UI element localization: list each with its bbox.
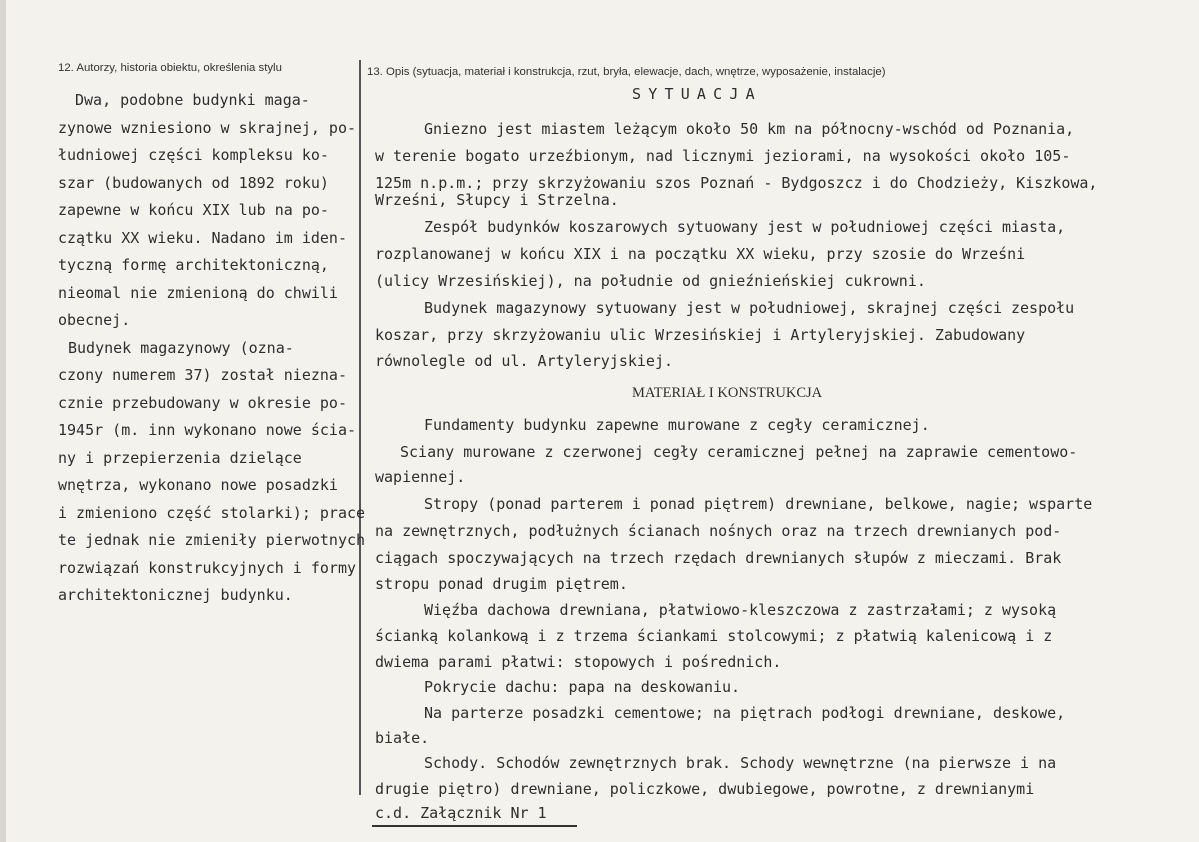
right-text-line: na zewnętrznych, podłużnych ścianach nośnych oraz na trzech drewnianych pod- (375, 522, 1062, 540)
right-text-line: drugie piętro) drewniane, policzkowe, dwubiegowe, powrotne, z drewnianymi (375, 780, 1035, 798)
right-text-line: Wrześni, Słupcy i Strzelna. (375, 191, 619, 209)
right-text-line: białe. (375, 729, 430, 747)
right-text-line: Fundamenty budynku zapewne murowane z cegły ceramicznej. (424, 416, 930, 434)
right-text-line: wapiennej. (375, 468, 466, 486)
right-text-line: ścianką kolankową i z trzema ściankami stolcowymi; z płatwią kalenicową i z (375, 627, 1053, 645)
right-text-line: Schody. Schodów zewnętrznych brak. Schody wewnętrzne (na pierwsze i na (424, 754, 1057, 772)
left-text-line: szar (budowanych od 1892 roku) (58, 174, 329, 192)
right-text-line: Pokrycie dachu: papa na deskowaniu. (424, 678, 741, 696)
left-text-line: Dwa, podobne budynki maga- (75, 91, 310, 109)
left-text-line: 1945r (m. inn wykonano nowe ścia- (58, 421, 357, 439)
right-text-line: Budynek magazynowy sytuowany jest w południowej, skrajnej części zespołu (424, 299, 1075, 317)
right-text-line: koszar, przy skrzyżowaniu ulic Wrzesińskiej i Artyleryjskiej. Zabudowany (375, 326, 1026, 344)
right-text-line: równolegle od ul. Artyleryjskiej. (375, 352, 674, 370)
right-text-line: 125m n.p.m.; przy skrzyżowaniu szos Poznań - Bydgoszcz i do Chodzieży, Kiszkowa, (375, 174, 1098, 192)
continuation-note: c.d. Załącznik Nr 1 (375, 804, 547, 822)
right-text-line: Więźba dachowa drewniana, płatwiowo-kleszczowa z zastrzałami; z wysoką (424, 601, 1057, 619)
heading-sytuacja: SYTUACJA (632, 85, 762, 103)
left-text-line: wnętrza, wykonano nowe posadzki (58, 476, 338, 494)
left-text-line: te jednak nie zmieniły pierwotnych (58, 531, 366, 549)
continuation-underline (372, 825, 577, 827)
right-text-line: Na parterze posadzki cementowe; na piętrach podłogi drewniane, deskowe, (424, 704, 1066, 722)
right-text-line: dwiema parami płatwi: stopowych i pośrednich. (375, 653, 782, 671)
left-text-line: czony numerem 37) został niezna- (58, 366, 347, 384)
left-text-line: zapewne w końcu XIX lub na po- (58, 201, 329, 219)
page-edge (0, 0, 6, 842)
left-text-line: łudniowej części kompleksu ko- (58, 146, 329, 164)
left-text-line: tyczną formę architektoniczną, (58, 256, 329, 274)
column-divider (359, 60, 361, 795)
right-text-line: ciągach spoczywających na trzech rzędach drewnianych słupów z mieczami. Brak (375, 549, 1062, 567)
right-text-line: (ulicy Wrzesińskiej), na południe od gnieźnieńskiej cukrowni. (375, 272, 926, 290)
section-12-header: 12. Autorzy, historia obiektu, określenia stylu (58, 62, 282, 74)
right-text-line: rozplanowanej w końcu XIX i na początku XX wieku, przy szosie do Wrześni (375, 245, 1026, 263)
right-text-line: Zespół budynków koszarowych sytuowany jest w południowej części miasta, (424, 218, 1066, 236)
left-text-line: zynowe wzniesiono w skrajnej, po- (58, 119, 357, 137)
right-text-line: stropu ponad drugim piętrem. (375, 575, 628, 593)
right-text-line: w terenie bogato urzeźbionym, nad licznymi jeziorami, na wysokości około 105- (375, 147, 1071, 165)
left-text-line: Budynek magazynowy (ozna- (68, 339, 294, 357)
right-text-line: Stropy (ponad parterem i ponad piętrem) drewniane, belkowe, nagie; wsparte (424, 495, 1093, 513)
heading-material: MATERIAŁ I KONSTRUKCJA (632, 385, 823, 401)
right-text-line: Sciany murowane z czerwonej cegły ceramicznej pełnej na zaprawie cementowo- (400, 443, 1078, 461)
right-text-line: Gniezno jest miastem leżącym około 50 km na północny-wschód od Poznania, (424, 120, 1075, 138)
left-text-line: architektonicznej budynku. (58, 586, 293, 604)
left-text-line: nieomal nie zmienioną do chwili (58, 284, 338, 302)
left-text-line: czątku XX wieku. Nadano im iden- (58, 229, 347, 247)
left-text-line: cznie przebudowany w okresie po- (58, 394, 347, 412)
left-text-line: obecnej. (58, 311, 131, 329)
left-text-line: i zmieniono część stolarki); prace (58, 504, 366, 522)
left-text-line: rozwiązań konstrukcyjnych i formy (58, 559, 357, 577)
section-13-header: 13. Opis (sytuacja, materiał i konstrukcja, rzut, bryła, elewacje, dach, wnętrze, wyposażenie, instalacje) (367, 66, 886, 78)
left-text-line: ny i przepierzenia dzielące (58, 449, 302, 467)
